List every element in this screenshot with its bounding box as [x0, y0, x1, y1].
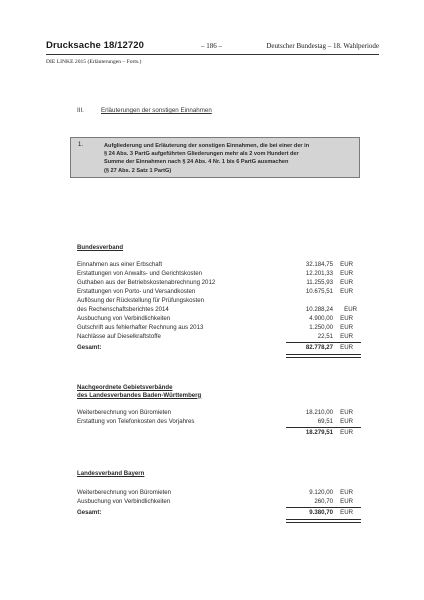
box-line: (§ 27 Abs. 2 Satz 1 PartG) [104, 167, 172, 174]
table-row: Weiterberechnung von Büromieten 18.210,00 EUR [77, 409, 353, 416]
box-line: § 24 Abs. 3 PartG aufgeführten Gliederungen mehr als 2 vom Hundert der [104, 151, 299, 158]
table-row: Erstattungen von Anwalts- und Gerichtskosten 12.201,33 EUR [77, 270, 353, 277]
total-double-rule [286, 354, 361, 358]
box-number: 1. [78, 142, 84, 148]
total-row: Gesamt: 9.380,70 EUR [77, 509, 353, 516]
table-row: Weiterberechnung von Büromieten 9.120,00 EUR [77, 489, 353, 496]
total-row: Gesamt: 82.778,27 EUR [77, 344, 353, 351]
table-row: Ausbuchung von Verbindlichkeiten 4.900,00 EUR [77, 315, 353, 322]
table-row: Guthaben aus der Betriebskostenabrechnung 2012 11.255,93 EUR [77, 279, 353, 286]
legislative-period: Deutscher Bundestag – 18. Wahlperiode [266, 42, 379, 50]
box-text [104, 142, 309, 175]
table-row: Nachlässe auf Dieselkraftstoffe 22,51 EUR [77, 333, 353, 340]
total-row: 18.279,51 EUR [305, 429, 353, 436]
sum-rule [286, 507, 361, 508]
group-title-bw: Nachgeordnete Gebietsverbände des Landesverbandes Baden-Württemberg [77, 384, 202, 399]
group-title-bundesverband: Bundesverband [77, 244, 124, 251]
sum-rule [286, 427, 361, 428]
table-row: Erstattungen von Porto- und Versandkosten 10.675,51 EUR [77, 288, 353, 295]
header-rule [46, 54, 379, 55]
box-line: Summe der Einnahmen nach § 24 Abs. 4 Nr. 1 bis 6 PartG ausmachen [104, 159, 289, 166]
table-row: des Rechenschaftsberichtes 2014 10.288,24 EUR [77, 306, 357, 313]
box-line: Aufgliederung und Erläuterung der sonstigen Einnahmen, die bei einer der in [104, 143, 310, 149]
page-number: – 186 – [201, 42, 222, 50]
total-double-rule [286, 519, 361, 523]
section-number: III. [77, 107, 84, 114]
section-title: Erläuterungen der sonstigen Einnahmen [101, 107, 212, 114]
running-subheader: DIE LINKE 2015 (Erläuterungen – Forts.) [46, 59, 142, 65]
table-row: Ausbuchung von Verbindlichkeiten 260,70 EUR [77, 498, 353, 505]
requirement-box [70, 137, 360, 178]
table-row: Erstattung von Telefonkosten des Vorjahres 69,51 EUR [77, 418, 353, 425]
document-number: Drucksache 18/12720 [46, 40, 145, 51]
table-row: Einnahmen aus einer Erbschaft 32.184,75 EUR [77, 261, 353, 268]
table-row: Gutschrift aus fehlerhafter Rechnung aus 2013 1.250,00 EUR [77, 324, 353, 331]
group-title-bayern: Landesverband Bayern [77, 470, 145, 477]
page-header [46, 40, 379, 54]
table-row: Auflösung der Rückstellung für Prüfungskosten [77, 297, 205, 304]
sum-rule [286, 342, 361, 343]
